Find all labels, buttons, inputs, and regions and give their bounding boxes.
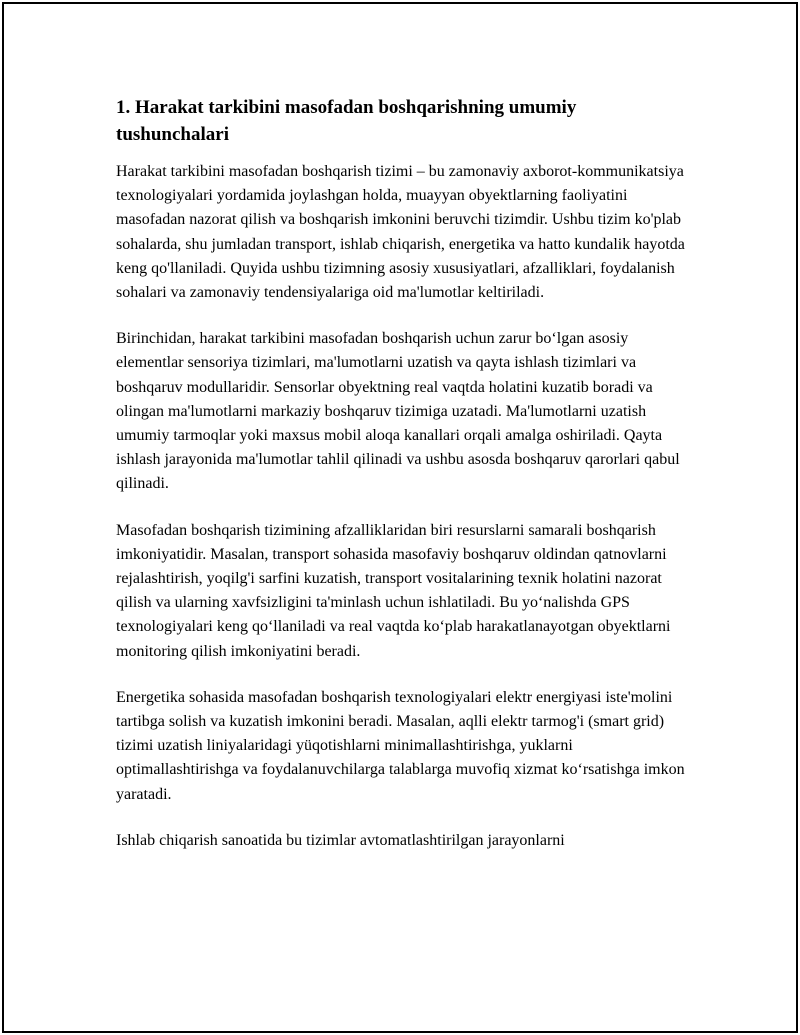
document-body [116,94,688,875]
paragraph-intro: Harakat tarkibini masofadan boshqarish tizimi – bu zamonaviy axborot-kommunikatsiya texnologiyalari yordamida joylashgan holda, muayyan obyektlarning faoliyatini masofadan nazorat qilish va boshqarish imkonini beruvchi tizimdir. Ushbu tizim ko'plab sohalarda, shu jumladan transport, ishlab chiqarish, energetika va hatto kundalik hayotda keng qo'llaniladi. Quyida ushbu tizimning asosiy xususiyatlari, afzalliklari, foydalanish sohalari va zamonaviy tendensiyalariga oid ma'lumotlar keltiriladi. [116,163,685,302]
section-heading: 1. Harakat tarkibini masofadan boshqarishning umumiy tushunchalari [116,97,577,145]
paragraph-advantages: Masofadan boshqarish tizimining afzalliklaridan biri resurslarni samarali boshqarish imkoniyatidir. Masalan, transport sohasida masofaviy boshqaruv oldindan qatnovlarni rejalashtirish, yoqilg'i sarfini kuzatish, transport vositalarining texnik holatini nazorat qilish va ularning xavfsizligini ta'minlash uchun ishlatiladi. Bu yo‘nalishda GPS texnologiyalari keng qo‘llaniladi va real vaqtda ko‘plab harakatlanayotgan obyektlarni monitoring qilish imkoniyatini beradi. [116,521,671,660]
paragraph-energy: Energetika sohasida masofadan boshqarish texnologiyalari elektr energiyasi iste'molini tartibga solish va kuzatish imkonini beradi. Masalan, aqlli elektr tarmog'i (smart grid) tizimi uzatish liniyalaridagi yüqotishlarni minimallashtirishga, yuklarni optimallashtirishga va foydalanuvchilarga talablarga muvofiq xizmat ko‘rsatishga imkon yaratadi. [116,688,685,803]
paragraph-elements: Birinchidan, harakat tarkibini masofadan boshqarish uchun zarur bo‘lgan asosiy elementlar sensoriya tizimlari, ma'lumotlarni uzatish va qayta ishlash tizimlari va boshqaruv modullaridir. Sensorlar obyektning real vaqtda holatini kuzatib boradi va olingan ma'lumotlarni markaziy boshqaruv tizimiga uzatadi. Ma'lumotlarni uzatish umumiy tarmoqlar yoki maxsus mobil aloqa kanallari orqali amalga oshiriladi. Qayta ishlash jarayonida ma'lumotlar tahlil qilinadi va ushbu asosda boshqaruv qarorlari qabul qilinadi. [116,330,680,493]
paragraph-industry: Ishlab chiqarish sanoatida bu tizimlar avtomatlashtirilgan jarayonlarni [116,831,565,849]
